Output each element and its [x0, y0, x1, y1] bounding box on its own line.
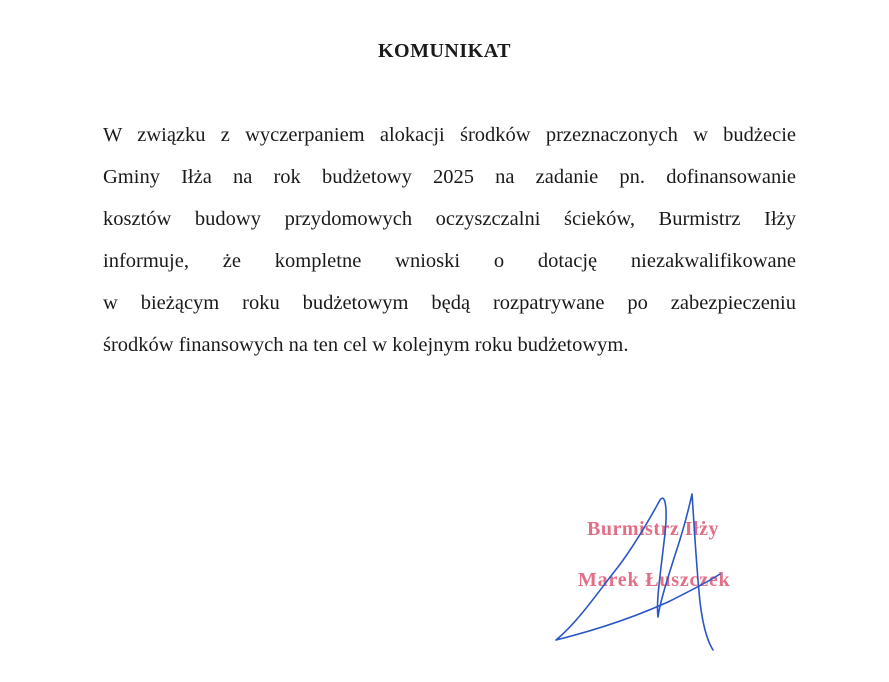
document-body: [103, 114, 796, 366]
body-line-2: Gminy Iłża na rok budżetowy 2025 na zadanie pn. dofinansowanie: [103, 166, 796, 188]
body-line-4: informuje, że kompletne wnioski o dotację niezakwalifikowane: [103, 250, 796, 272]
stamp-title: Burmistrz Iłży: [587, 518, 719, 540]
signature-stroke: [556, 494, 720, 650]
body-line-1: W związku z wyczerpaniem alokacji środków przeznaczonych w budżecie: [103, 124, 796, 146]
body-line-5: w bieżącym roku budżetowym będą rozpatrywane po zabezpieczeniu: [103, 292, 796, 314]
document-title: KOMUNIKAT: [377, 40, 511, 62]
stamp-name: Marek Łuszczek: [578, 569, 731, 591]
body-line-3: kosztów budowy przydomowych oczyszczalni ścieków, Burmistrz Iłży: [103, 208, 796, 230]
handwritten-signature: [548, 482, 731, 662]
body-line-6: środków finansowych na ten cel w kolejnym roku budżetowym.: [103, 334, 629, 356]
